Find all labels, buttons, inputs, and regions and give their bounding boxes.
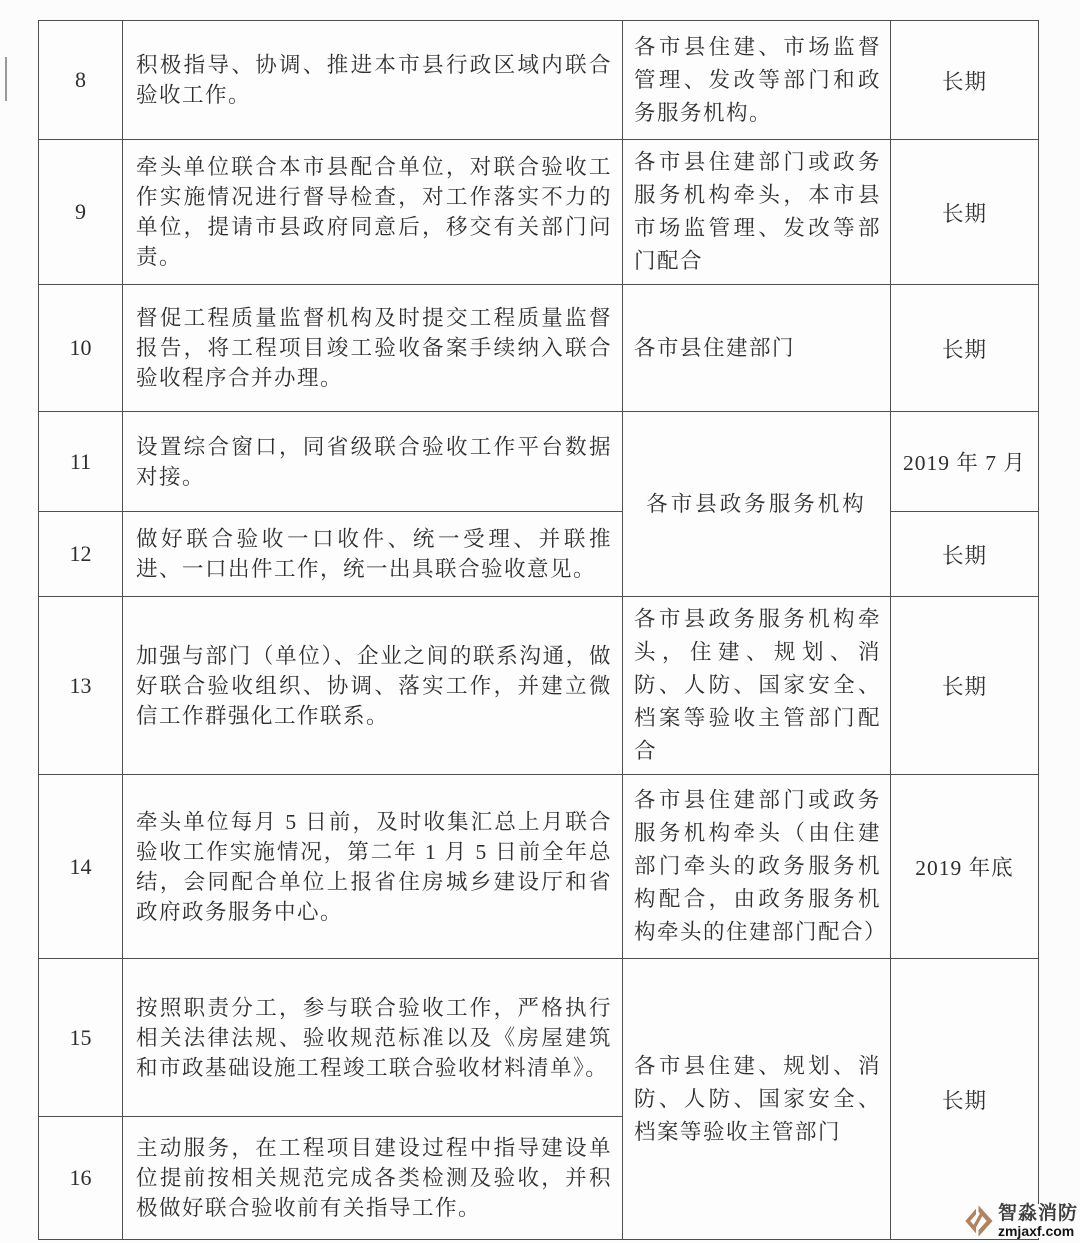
task-cell: 督促工程质量监督机构及时提交工程质量监督报告，将工程项目竣工验收备案手续纳入联合验收程序合并办理。 (123, 285, 623, 412)
table-row (39, 285, 1039, 412)
deadline-cell: 2019 年底 (891, 775, 1039, 959)
task-cell: 积极指导、协调、推进本市县行政区域内联合验收工作。 (123, 21, 623, 140)
row-number: 11 (39, 412, 123, 512)
table-row (39, 412, 1039, 512)
deadline-cell-merged: 长期 (891, 959, 1039, 1240)
department-cell: 各市县政务服务机构牵头，住建、规划、消防、人防、国家安全、档案等验收主管部门配合 (623, 597, 891, 775)
table-row (39, 959, 1039, 1117)
deadline-cell: 长期 (891, 597, 1039, 775)
table-row (39, 775, 1039, 959)
watermark-text (997, 1204, 1079, 1239)
task-cell: 按照职责分工，参与联合验收工作，严格执行相关法律法规、验收规范标准以及《房屋建筑和市政基础设施工程竣工联合验收材料清单》。 (123, 959, 623, 1117)
row-number: 16 (39, 1117, 123, 1240)
deadline-cell: 长期 (891, 140, 1039, 285)
department-cell-merged: 各市县住建、规划、消防、人防、国家安全、档案等验收主管部门 (623, 959, 891, 1240)
row-number: 12 (39, 512, 123, 597)
row-number: 9 (39, 140, 123, 285)
task-cell: 牵头单位每月 5 日前，及时收集汇总上月联合验收工作实施情况，第二年 1 月 5 日前全年总结，会同配合单位上报省住房城乡建设厅和省政府政务服务中心。 (123, 775, 623, 959)
department-cell: 各市县住建部门或政务服务机构牵头（由住建部门牵头的政务服务机构配合，由政务服务机构牵头的住建部门配合） (623, 775, 891, 959)
department-cell: 各市县住建、市场监督管理、发改等部门和政务服务机构。 (623, 21, 891, 140)
row-number: 8 (39, 21, 123, 140)
table-row (39, 21, 1039, 140)
watermark-brand: 智淼消防 (997, 1202, 1078, 1224)
scan-artifact-line (5, 57, 7, 101)
department-cell: 各市县住建部门 (623, 285, 891, 412)
watermark (962, 1201, 1079, 1241)
task-cell: 加强与部门（单位）、企业之间的联系沟通，做好联合验收组织、协调、落实工作，并建立微信工作群强化工作联系。 (123, 597, 623, 775)
deadline-cell: 长期 (891, 21, 1039, 140)
table-row (39, 597, 1039, 775)
table-row (39, 140, 1039, 285)
deadline-cell: 长期 (891, 512, 1039, 597)
row-number: 13 (39, 597, 123, 775)
task-cell: 主动服务，在工程项目建设过程中指导建设单位提前按相关规范完成各类检测及验收，并积极做好联合验收前有关指导工作。 (123, 1117, 623, 1240)
department-cell: 各市县住建部门或政务服务机构牵头，本市县市场监管理、发改等部门配合 (623, 140, 891, 285)
deadline-cell: 长期 (891, 285, 1039, 412)
task-cell: 牵头单位联合本市县配合单位，对联合验收工作实施情况进行督导检查，对工作落实不力的单位，提请市县政府同意后，移交有关部门问责。 (123, 140, 623, 285)
row-number: 10 (39, 285, 123, 412)
zmjaxf-logo-icon (962, 1201, 995, 1241)
deadline-cell: 2019 年 7 月 (891, 412, 1039, 512)
row-number: 14 (39, 775, 123, 959)
task-cell: 设置综合窗口，同省级联合验收工作平台数据对接。 (123, 412, 623, 512)
watermark-url: zmjaxf.com (997, 1224, 1079, 1239)
department-cell-merged: 各市县政务服务机构 (623, 412, 891, 597)
task-table (38, 20, 1039, 1240)
task-cell: 做好联合验收一口收件、统一受理、并联推进、一口出件工作，统一出具联合验收意见。 (123, 512, 623, 597)
row-number: 15 (39, 959, 123, 1117)
